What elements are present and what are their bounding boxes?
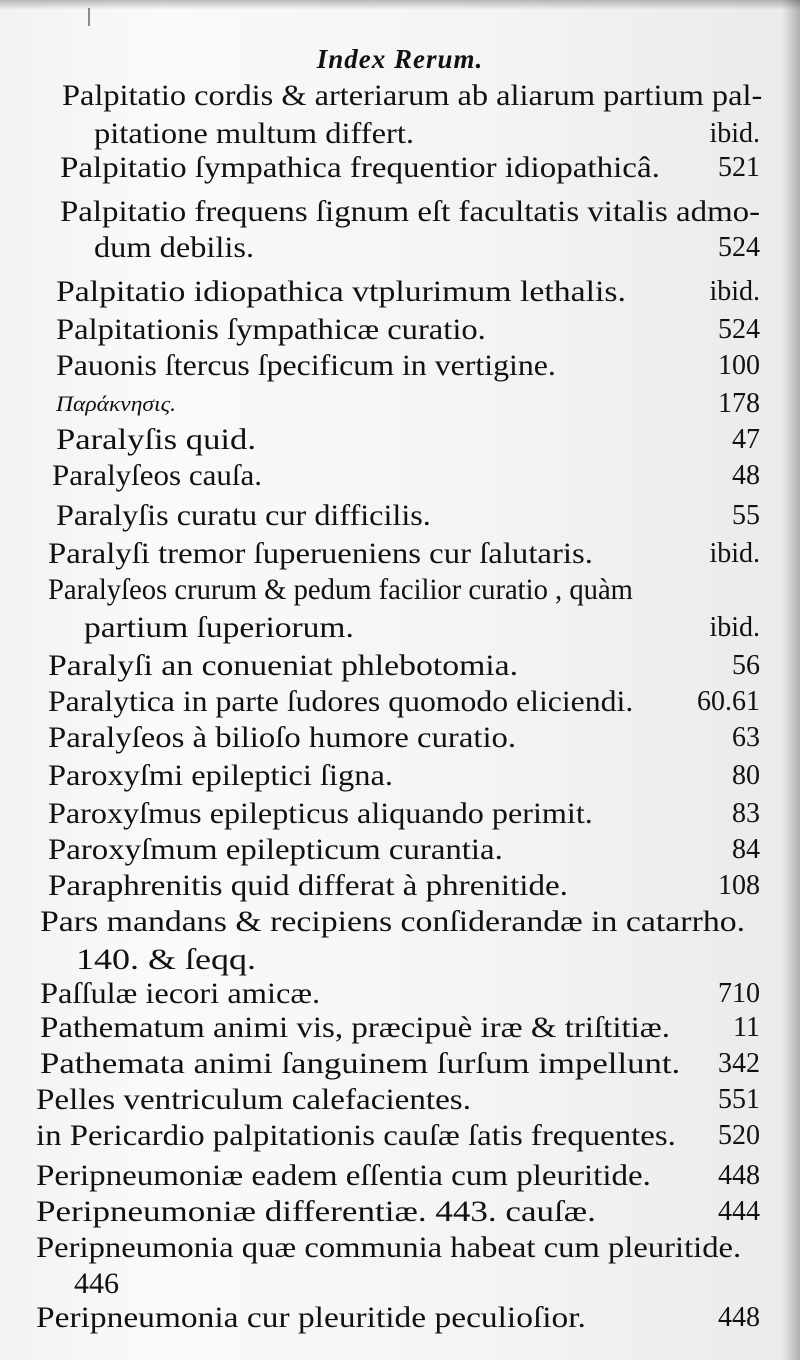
index-entry bbox=[0, 230, 800, 266]
entry-text: Paroxyſmum epilepticum curantia. bbox=[48, 833, 503, 866]
entry-text: Pathematum animi vis, præcipuè iræ & triſtitiæ. bbox=[40, 1011, 671, 1044]
index-entry bbox=[0, 572, 800, 608]
entry-page-ref: ibid. bbox=[709, 276, 760, 307]
index-entry bbox=[0, 904, 800, 940]
entry-text: dum debilis. bbox=[94, 231, 255, 264]
entry-page-ref: 11 bbox=[733, 1012, 760, 1043]
entry-page-ref: 551 bbox=[718, 1084, 760, 1115]
entry-page-ref: ibid. bbox=[709, 538, 760, 569]
entry-text: Paralyſeos crurum & pedum facilior curatio , quàm bbox=[48, 573, 633, 606]
entry-text: Peripneumonia cur pleuritide peculioſior. bbox=[36, 1301, 586, 1334]
index-entry bbox=[0, 1118, 800, 1154]
entry-text: Paralyſis curatu cur difficilis. bbox=[56, 499, 431, 532]
entry-page-ref: 56 bbox=[732, 650, 760, 681]
index-entry bbox=[0, 1158, 800, 1194]
index-entry bbox=[0, 1082, 800, 1118]
index-entry bbox=[0, 1010, 800, 1046]
index-entry bbox=[0, 720, 800, 756]
entry-text: pitatione multum differt. bbox=[94, 117, 415, 150]
index-entry bbox=[0, 458, 800, 494]
entry-page-ref: 55 bbox=[732, 500, 760, 531]
entry-page-ref: 444 bbox=[718, 1196, 760, 1227]
index-entry bbox=[0, 1300, 800, 1336]
entry-text: Palpitationis ſympathicæ curatio. bbox=[56, 313, 486, 346]
scan-shadow-top bbox=[0, 0, 800, 10]
entry-text: Peripneumoniæ eadem eſſentia cum pleuritide. bbox=[36, 1159, 651, 1192]
entry-page-ref: 84 bbox=[732, 834, 760, 865]
entry-text: Palpitatio idiopathica vtplurimum lethalis. bbox=[56, 275, 626, 308]
index-entry bbox=[0, 1194, 800, 1230]
entry-text: Paroxyſmi epileptici ſigna. bbox=[48, 759, 393, 792]
index-entry bbox=[0, 498, 800, 534]
index-entry bbox=[0, 610, 800, 646]
entry-text: Paralyſeos à bilioſo humore curatio. bbox=[48, 721, 517, 754]
entry-page-ref: 63 bbox=[732, 722, 760, 753]
entry-page-ref: 710 bbox=[718, 978, 760, 1009]
index-entry bbox=[0, 1230, 800, 1266]
entry-page-ref: 524 bbox=[718, 314, 760, 345]
index-entry bbox=[0, 536, 800, 572]
entry-page-ref: 100 bbox=[718, 350, 760, 381]
index-entry bbox=[0, 150, 800, 186]
index-entry bbox=[0, 1266, 800, 1302]
entry-page-ref: 47 bbox=[732, 424, 760, 455]
entry-page-ref: ibid. bbox=[709, 118, 760, 149]
entry-text: Palpitatio ſympathica frequentior idiopathicâ. bbox=[60, 151, 660, 184]
index-entry bbox=[0, 758, 800, 794]
entry-text: 140. & ſeqq. bbox=[76, 943, 256, 976]
index-entry bbox=[0, 1046, 800, 1082]
entry-text: 446 bbox=[74, 1267, 119, 1300]
page-header: Index Rerum. bbox=[316, 44, 484, 74]
entry-page-ref: 60.61 bbox=[697, 686, 760, 717]
entry-text: Peripneumonia quæ communia habeat cum pleuritide. bbox=[36, 1231, 742, 1264]
entry-page-ref: 342 bbox=[718, 1048, 760, 1079]
entry-text: Paſſulæ iecori amicæ. bbox=[40, 977, 321, 1010]
index-entry bbox=[0, 942, 800, 978]
index-entry bbox=[0, 78, 800, 114]
index-entry bbox=[0, 796, 800, 832]
entry-text: Paralyſeos cauſa. bbox=[52, 459, 262, 492]
index-entry bbox=[0, 684, 800, 720]
entry-page-ref: 48 bbox=[732, 460, 760, 491]
index-entry bbox=[0, 312, 800, 348]
entry-text: Paraphrenitis quid differat à phrenitide. bbox=[48, 869, 568, 902]
index-entry bbox=[0, 386, 800, 422]
entry-text: Paralyſi an conueniat phlebotomia. bbox=[48, 649, 519, 682]
entry-text: Paralyſis quid. bbox=[56, 423, 257, 456]
entry-page-ref: 524 bbox=[718, 232, 760, 263]
entry-page-ref: 80 bbox=[732, 760, 760, 791]
entry-text: Παράκνησις. bbox=[56, 391, 177, 416]
entry-text: Pelles ventriculum calefacientes. bbox=[36, 1083, 471, 1116]
entry-text: Palpitatio cordis & arteriarum ab aliarum partium pal- bbox=[62, 79, 763, 112]
entry-page-ref: 83 bbox=[732, 798, 760, 829]
index-entry bbox=[0, 348, 800, 384]
index-entry bbox=[0, 976, 800, 1012]
entry-text: partium ſuperiorum. bbox=[84, 611, 354, 644]
entry-text: Pathemata animi ſanguinem ſurſum impellunt. bbox=[40, 1047, 681, 1080]
index-entry bbox=[0, 274, 800, 310]
entry-text: Pars mandans & recipiens conſiderandæ in catarrho. bbox=[40, 905, 746, 938]
entry-page-ref: 108 bbox=[718, 870, 760, 901]
index-entry bbox=[0, 194, 800, 230]
index-entry bbox=[0, 422, 800, 458]
entry-text: Pauonis ſtercus ſpecificum in vertigine. bbox=[56, 349, 556, 382]
entry-page-ref: 521 bbox=[718, 152, 760, 183]
entry-page-ref: ibid. bbox=[709, 612, 760, 643]
index-entry bbox=[0, 116, 800, 152]
index-entry bbox=[0, 832, 800, 868]
entry-page-ref: 520 bbox=[718, 1120, 760, 1151]
entry-text: in Pericardio palpitationis cauſæ ſatis frequentes. bbox=[36, 1119, 676, 1152]
entry-page-ref: 448 bbox=[718, 1160, 760, 1191]
entry-page-ref: 448 bbox=[718, 1302, 760, 1333]
entry-text: Paroxyſmus epilepticus aliquando perimit. bbox=[48, 797, 593, 830]
index-entry bbox=[0, 648, 800, 684]
entry-text: Paralytica in parte ſudores quomodo eliciendi. bbox=[48, 685, 634, 718]
entry-text: Peripneumoniæ differentiæ. 443. cauſæ. bbox=[36, 1195, 596, 1228]
entry-text: Paralyſi tremor ſuperueniens cur ſalutaris. bbox=[48, 537, 593, 570]
index-entry bbox=[0, 868, 800, 904]
entry-text: Palpitatio frequens ſignum eſt facultatis vitalis admo- bbox=[60, 195, 761, 228]
margin-mark bbox=[88, 8, 90, 26]
entry-page-ref: 178 bbox=[718, 388, 760, 419]
